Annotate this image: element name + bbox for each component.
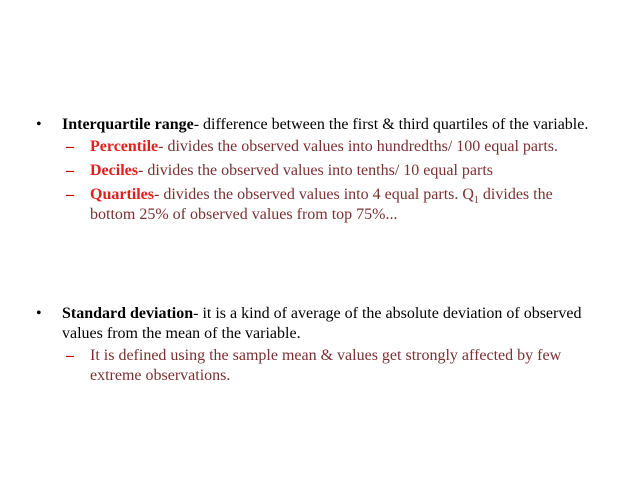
sub-item-deciles bbox=[36, 161, 596, 181]
bullet-marker: • bbox=[36, 116, 42, 133]
sub-text: - divides the observed values into hundredths/ 100 equal parts. bbox=[158, 138, 559, 155]
sub-item-percentile bbox=[36, 137, 596, 157]
dash-marker: – bbox=[66, 162, 74, 179]
bullet-marker: • bbox=[36, 305, 42, 322]
sub-item-sample-mean bbox=[36, 346, 596, 386]
dash-marker: – bbox=[66, 347, 74, 364]
sub-term: Percentile bbox=[90, 138, 159, 155]
sub-term: Deciles bbox=[90, 162, 138, 179]
sub-text-after: divides the bottom 25% of observed values from top 75%... bbox=[90, 186, 553, 223]
sub-list bbox=[36, 137, 596, 225]
bullet-term: Standard deviation bbox=[62, 305, 194, 322]
bullet-text: - it is a kind of average of the absolute deviation of observed values from the mean of the variable. bbox=[62, 305, 582, 342]
sub-item-quartiles bbox=[36, 185, 596, 225]
bullet-text: - difference between the first & third quartiles of the variable. bbox=[193, 116, 589, 133]
subscript: 1 bbox=[473, 195, 479, 207]
dash-marker: – bbox=[66, 138, 74, 155]
bullet-row bbox=[36, 115, 596, 135]
sub-text: - divides the observed values into 4 equal parts. Q bbox=[154, 186, 474, 203]
bullet-row bbox=[36, 304, 596, 344]
sub-list bbox=[36, 346, 596, 386]
sub-text: It is defined using the sample mean & values get strongly affected by few extreme observations. bbox=[90, 347, 562, 384]
dash-marker: – bbox=[66, 186, 74, 203]
bullet-term: Interquartile range bbox=[62, 116, 194, 133]
bullet-interquartile-range bbox=[36, 115, 596, 229]
bullet-standard-deviation bbox=[36, 304, 596, 390]
sub-text: - divides the observed values into tenths/ 10 equal parts bbox=[137, 162, 494, 179]
sub-term: Quartiles bbox=[90, 186, 154, 203]
